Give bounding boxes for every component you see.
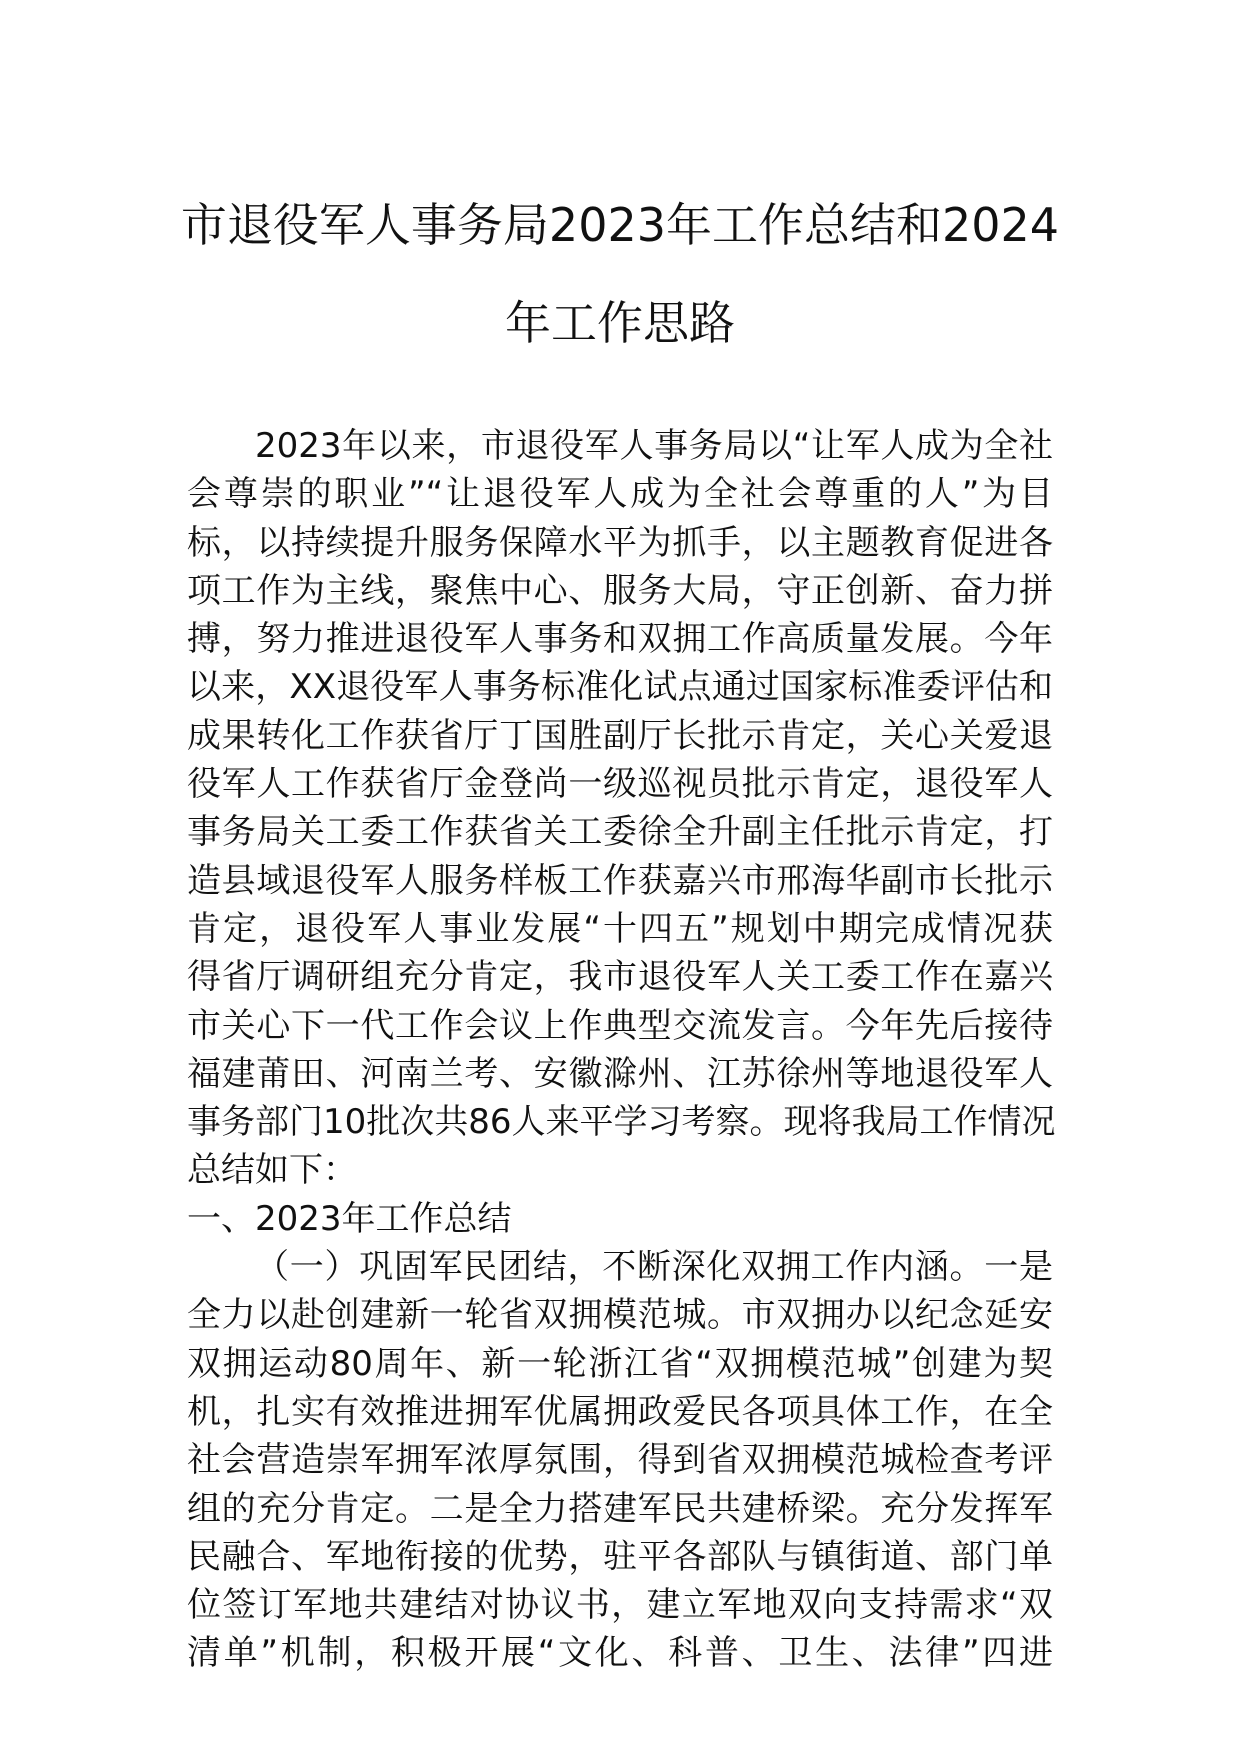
document-body: [187, 422, 1056, 1678]
section-heading: 一、2023年工作总结: [187, 1198, 512, 1239]
text-line: 得省厅调研组充分肯定，我市退役军人关工委工作在嘉兴: [187, 957, 1053, 998]
text-line: 造县域退役军人服务样板工作获嘉兴市邢海华副市长批示: [187, 860, 1053, 901]
text-line: 位签订军地共建结对协议书，建立军地双向支持需求“双: [187, 1585, 1053, 1626]
text-line: 福建莆田、河南兰考、安徽滁州、江苏徐州等地退役军人: [187, 1053, 1053, 1094]
text-line: 以来，XX退役军人事务标准化试点通过国家标准委评估和: [187, 667, 1053, 708]
text-line: 事务局关工委工作获省关工委徐全升副主任批示肯定，打: [187, 812, 1053, 853]
text-line: 双拥运动80周年、新一轮浙江省“双拥模范城”创建为契: [187, 1343, 1053, 1384]
intro-paragraph: [187, 422, 1056, 1195]
text-line: 民融合、军地衔接的优势，驻平各部队与镇街道、部门单: [187, 1536, 1053, 1577]
text-line: 役军人工作获省厅金登尚一级巡视员批示肯定，退役军人: [187, 764, 1053, 805]
text-line: 2023年以来，市退役军人事务局以“让军人成为全社: [255, 426, 1053, 466]
text-line: 成果转化工作获省厅丁国胜副厅长批示肯定，关心关爱退: [187, 715, 1053, 756]
text-line: 事务部门10批次共86人来平学习考察。现将我局工作情况: [187, 1102, 1056, 1143]
text-line: 组的充分肯定。二是全力搭建军民共建桥梁。充分发挥军: [187, 1488, 1053, 1529]
text-line: 机，扎实有效推进拥军优属拥政爱民各项具体工作，在全: [187, 1391, 1053, 1432]
document-title: [150, 176, 1090, 372]
text-line: 搏，努力推进退役军人事务和双拥工作高质量发展。今年: [187, 619, 1053, 660]
title-line: 市退役军人事务局2023年工作总结和2024: [180, 198, 1060, 252]
text-line: 肯定，退役军人事业发展“十四五”规划中期完成情况获: [187, 908, 1053, 949]
text-line: 项工作为主线，聚焦中心、服务大局，守正创新、奋力拼: [187, 570, 1053, 611]
text-line: 清单”机制，积极开展“文化、科普、卫生、法律”四进: [187, 1633, 1053, 1674]
text-line: 会尊崇的职业”“让退役军人成为全社会尊重的人”为目: [187, 474, 1053, 515]
section-paragraph: [187, 1243, 1053, 1678]
text-line: 全力以赴创建新一轮省双拥模范城。市双拥办以纪念延安: [187, 1295, 1053, 1336]
text-line: 总结如下：: [187, 1150, 357, 1191]
text-line: （一）巩固军民团结，不断深化双拥工作内涵。一是: [255, 1247, 1053, 1288]
text-line: 市关心下一代工作会议上作典型交流发言。今年先后接待: [187, 1005, 1053, 1046]
text-line: 标，以持续提升服务保障水平为抓手，以主题教育促进各: [187, 522, 1053, 563]
text-line: 社会营造崇军拥军浓厚氛围，得到省双拥模范城检查考评: [187, 1440, 1053, 1481]
title-line: 年工作思路: [505, 296, 735, 350]
